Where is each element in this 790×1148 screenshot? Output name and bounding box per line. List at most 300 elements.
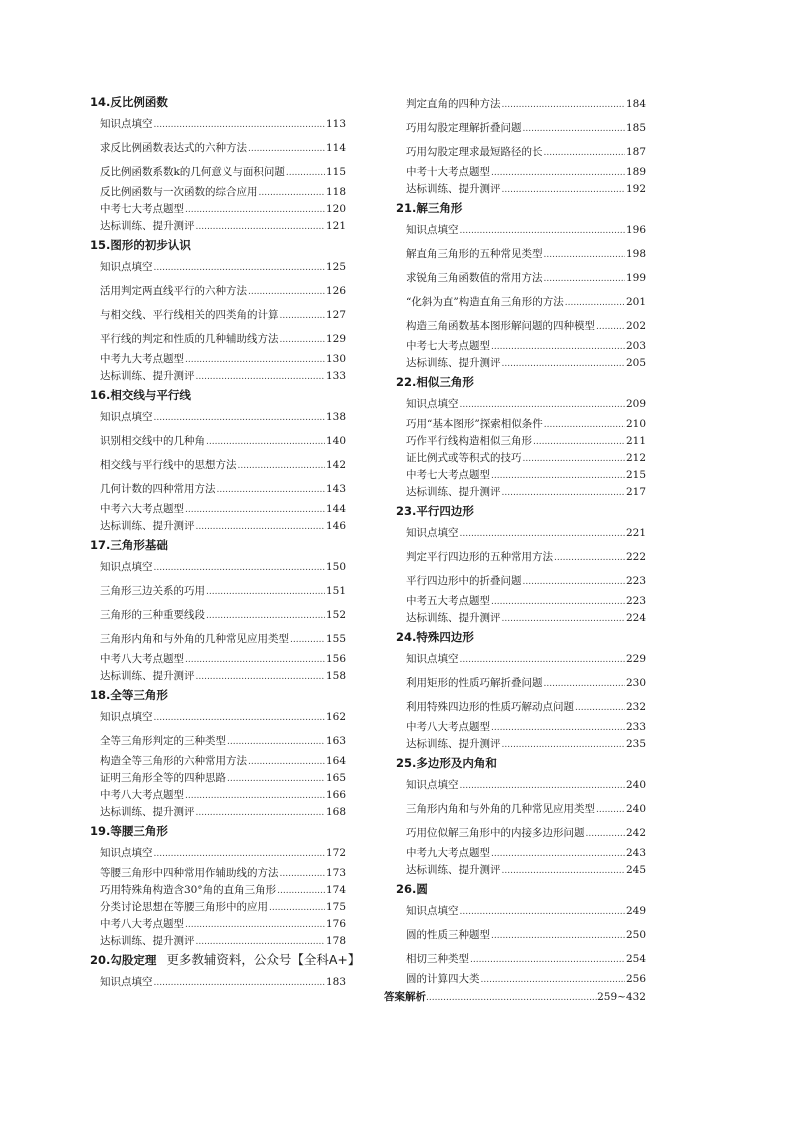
leader-dots: [554, 545, 625, 570]
leader-dots: [280, 865, 325, 883]
entry-title: 中考七大考点题型: [100, 203, 184, 215]
section-title-text: 17.三角形基础: [90, 538, 168, 552]
toc-entry[interactable]: [396, 719, 646, 736]
leader-dots: [502, 355, 625, 373]
leader-dots: [217, 477, 325, 502]
entry-title: 知识点填空: [406, 653, 459, 665]
entry-title: 知识点填空: [100, 118, 153, 130]
entry-page-number: 162: [325, 711, 346, 723]
entry-page-number: 254: [625, 953, 646, 965]
entry-page-number: 201: [625, 296, 646, 308]
leader-dots: [533, 433, 625, 451]
leader-dots: [502, 862, 625, 880]
leader-dots: [154, 405, 325, 430]
entry-page-number: 240: [625, 803, 646, 815]
leader-dots: [491, 923, 625, 948]
toc-entry[interactable]: [396, 355, 646, 372]
entry-page-number: 146: [325, 520, 346, 532]
toc-entry[interactable]: [90, 112, 346, 136]
leader-dots: [460, 773, 625, 798]
leader-dots: [586, 821, 625, 846]
toc-entry[interactable]: [90, 279, 346, 303]
leader-dots: [596, 797, 625, 822]
toc-section: [396, 372, 646, 501]
entry-title: 知识点填空: [406, 905, 459, 917]
toc-entry[interactable]: [90, 916, 346, 933]
toc-section: [396, 627, 646, 753]
entry-page-number: 184: [625, 98, 646, 110]
entry-page-number: 118: [325, 186, 346, 198]
entry-title: 中考九大考点题型: [406, 847, 490, 859]
entry-title: 构造全等三角形的六种常用方法: [100, 755, 247, 767]
entry-title: 知识点填空: [406, 224, 459, 236]
entry-page-number: 222: [625, 551, 646, 563]
entry-title: 三角形三边关系的巧用: [100, 585, 205, 597]
toc-entry[interactable]: [90, 184, 346, 201]
entry-title: 中考八大考点题型: [406, 721, 490, 733]
entry-page-number: 178: [325, 935, 346, 947]
entry-page-number: 229: [625, 653, 646, 665]
section-title-text: 26.圆: [396, 882, 428, 896]
toc-entry[interactable]: [396, 266, 646, 290]
leader-dots: [544, 242, 625, 267]
entry-page-number: 249: [625, 905, 646, 917]
toc-entry[interactable]: [90, 899, 346, 916]
toc-entry[interactable]: [396, 593, 646, 610]
toc-entry[interactable]: [90, 579, 346, 603]
leader-dots: [523, 116, 625, 141]
toc-entry[interactable]: [90, 255, 346, 279]
leader-dots: [575, 695, 625, 720]
entry-title: 平行四边形中的折叠问题: [406, 575, 522, 587]
entry-title: 中考十大考点题型: [406, 166, 490, 178]
entry-title: 巧用特殊角构造含30°角的直角三角形: [100, 884, 277, 896]
entry-page-number: 114: [325, 142, 346, 154]
leader-dots: [502, 484, 625, 502]
entry-page-number: 233: [625, 721, 646, 733]
entry-title: 分类讨论思想在等腰三角形中的应用: [100, 901, 268, 913]
toc-entry[interactable]: [90, 303, 346, 327]
toc-left-column: [90, 92, 361, 994]
entry-page-number: 125: [325, 261, 346, 273]
entry-title: 达标训练、提升测评: [100, 370, 195, 382]
leader-dots: [238, 453, 325, 478]
entry-title: 知识点填空: [100, 411, 153, 423]
toc-section: [396, 501, 646, 627]
leader-dots: [227, 770, 325, 788]
leader-dots: [196, 218, 325, 236]
leader-dots: [185, 351, 325, 369]
entry-title: 巧用勾股定理求最短路径的长: [406, 146, 543, 158]
entry-page-number: 142: [325, 459, 346, 471]
leader-dots: [523, 569, 625, 594]
entry-page-number: 187: [625, 146, 646, 158]
leader-dots: [206, 429, 325, 454]
entry-title: 知识点填空: [406, 398, 459, 410]
toc-section: [90, 821, 346, 950]
entry-page-number: 242: [625, 827, 646, 839]
leader-dots: [248, 136, 325, 161]
leader-dots: [460, 521, 625, 546]
leader-dots: [185, 501, 325, 519]
section-title-text: 16.相交线与平行线: [90, 388, 191, 402]
toc-entry[interactable]: [90, 368, 346, 385]
entry-page-number: 185: [625, 122, 646, 134]
leader-dots: [460, 392, 625, 417]
section-title: [90, 821, 346, 841]
leader-dots: [491, 719, 625, 737]
entry-title: 活用判定两直线平行的六种方法: [100, 285, 247, 297]
section-title-text: 14.反比例函数: [90, 95, 168, 109]
section-title: [396, 372, 646, 392]
toc-entry[interactable]: [90, 787, 346, 804]
toc-entry[interactable]: [90, 841, 346, 865]
toc-entry[interactable]: [396, 569, 646, 593]
toc-section: [90, 685, 346, 821]
toc-entry[interactable]: [396, 218, 646, 242]
entry-title: 达标训练、提升测评: [100, 670, 195, 682]
toc-entry[interactable]: [396, 947, 646, 971]
entry-page-number: 192: [625, 183, 646, 195]
entry-page-number: 205: [625, 357, 646, 369]
toc-entry[interactable]: [396, 290, 646, 314]
leader-dots: [196, 933, 325, 951]
entry-title: 达标训练、提升测评: [406, 612, 501, 624]
section-title-text: 21.解三角形: [396, 201, 463, 215]
entry-title: 平行线的判定和性质的几种辅助线方法: [100, 333, 279, 345]
entry-page-number: 198: [625, 248, 646, 260]
entry-title: 识别相交线中的几种角: [100, 435, 205, 447]
toc-entry[interactable]: [396, 314, 646, 338]
toc-entry[interactable]: [90, 970, 346, 994]
entry-title: 知识点填空: [100, 847, 153, 859]
leader-dots: [227, 729, 325, 754]
leader-dots: [596, 314, 625, 339]
leader-dots: [544, 416, 625, 434]
entry-title: 知识点填空: [406, 527, 459, 539]
toc-entry[interactable]: [396, 923, 646, 947]
entry-page-number: 223: [625, 595, 646, 607]
entry-title: 达标训练、提升测评: [406, 864, 501, 876]
leader-dots: [491, 338, 625, 356]
entry-title: 达标训练、提升测评: [100, 520, 195, 532]
entry-page-number: 143: [325, 483, 346, 495]
entry-title: 中考七大考点题型: [406, 469, 490, 481]
entry-title: 解直角三角形的五种常见类型: [406, 248, 543, 260]
promo-note: 更多教辅资料，公众号【全科A+】: [166, 952, 361, 967]
toc-entry[interactable]: [396, 845, 646, 862]
toc-entry[interactable]: [90, 477, 346, 501]
leader-dots: [460, 647, 625, 672]
toc-entry[interactable]: [396, 797, 646, 821]
entry-page-number: 183: [325, 976, 346, 988]
toc-entry[interactable]: [90, 136, 346, 160]
toc-entry[interactable]: [90, 865, 346, 882]
leader-dots: [185, 201, 325, 219]
toc-entry[interactable]: [90, 627, 346, 651]
toc-entry[interactable]: [396, 862, 646, 879]
toc-entry[interactable]: [90, 770, 346, 787]
entry-title: 证比例式或等积式的技巧: [406, 452, 522, 464]
entry-page-number: 235: [625, 738, 646, 750]
entry-page-number: 138: [325, 411, 346, 423]
leader-dots: [502, 92, 625, 117]
entry-title: 知识点填空: [100, 561, 153, 573]
section-title: [396, 627, 646, 647]
toc-section: [396, 198, 646, 372]
toc-entry[interactable]: [90, 518, 346, 535]
entry-title: 达标训练、提升测评: [100, 935, 195, 947]
leader-dots: [544, 671, 625, 696]
entry-title: 中考八大考点题型: [100, 789, 184, 801]
entry-page-number: 158: [325, 670, 346, 682]
entry-page-number: 133: [325, 370, 346, 382]
leader-dots: [280, 327, 325, 352]
section-title-text: 22.相似三角形: [396, 375, 474, 389]
answer-section-entry[interactable]: [384, 988, 646, 1006]
toc-entry[interactable]: [396, 338, 646, 355]
leader-dots: [185, 651, 325, 669]
entry-title: 相切三种类型: [406, 953, 469, 965]
toc-entry[interactable]: [396, 433, 646, 450]
entry-page-number: 196: [625, 224, 646, 236]
entry-title: 达标训练、提升测评: [406, 357, 501, 369]
toc-section: [90, 385, 346, 535]
section-title: [90, 235, 346, 255]
leader-dots: [248, 279, 325, 304]
entry-page-number: 202: [625, 320, 646, 332]
leader-dots: [491, 467, 625, 485]
leader-dots: [185, 787, 325, 805]
entry-page-number: 173: [325, 867, 346, 879]
toc-entry[interactable]: [396, 821, 646, 845]
toc-entry[interactable]: [396, 164, 646, 181]
entry-page-number: 130: [325, 353, 346, 365]
entry-page-number: 172: [325, 847, 346, 859]
entry-page-number: 113: [325, 118, 346, 130]
entry-title: 中考五大考点题型: [406, 595, 490, 607]
toc-entry[interactable]: [90, 753, 346, 770]
leader-dots: [196, 518, 325, 536]
leader-dots: [290, 627, 325, 652]
toc-entry[interactable]: [396, 610, 646, 627]
toc-entry[interactable]: [396, 140, 646, 164]
entry-title: 与相交线、平行线相关的四类角的计算: [100, 309, 279, 321]
entry-page-number: 189: [625, 166, 646, 178]
leader-dots: [154, 555, 325, 580]
entry-page-number: 224: [625, 612, 646, 624]
entry-page-number: 221: [625, 527, 646, 539]
entry-page-number: 217: [625, 486, 646, 498]
toc-entry[interactable]: [90, 933, 346, 950]
entry-page-number: 203: [625, 340, 646, 352]
toc-entry[interactable]: [90, 729, 346, 753]
leader-dots: [491, 593, 625, 611]
section-title: [90, 950, 361, 970]
section-title: [396, 753, 646, 773]
toc-entry[interactable]: [396, 647, 646, 671]
entry-title: 圆的性质三种题型: [406, 929, 490, 941]
entry-title: 三角形内角和与外角的几种常见应用类型: [100, 633, 289, 645]
entry-title: 达标训练、提升测评: [406, 183, 501, 195]
entry-title: “化斜为直”构造直角三角形的方法: [406, 296, 564, 308]
leader-dots: [502, 610, 625, 628]
toc-entry[interactable]: [90, 651, 346, 668]
leader-dots: [259, 184, 325, 202]
entry-page-number: 121: [325, 220, 346, 232]
toc-entry[interactable]: [90, 668, 346, 685]
toc-entry[interactable]: [396, 671, 646, 695]
entry-page-number: 156: [325, 653, 346, 665]
answer-page-range: 259~432: [597, 991, 646, 1003]
toc-entry[interactable]: [396, 971, 646, 988]
leader-dots: [460, 899, 625, 924]
leader-dots: [544, 140, 625, 165]
leader-dots: [502, 181, 625, 199]
entry-page-number: 163: [325, 735, 346, 747]
toc-entry[interactable]: [90, 882, 346, 899]
section-title-text: 19.等腰三角形: [90, 824, 168, 838]
leader-dots: [154, 705, 325, 730]
toc-section: [396, 753, 646, 879]
entry-page-number: 250: [625, 929, 646, 941]
entry-page-number: 164: [325, 755, 346, 767]
entry-title: 中考九大考点题型: [100, 353, 184, 365]
section-title-text: 23.平行四边形: [396, 504, 474, 518]
toc-entry[interactable]: [90, 201, 346, 218]
toc-section: [90, 535, 346, 685]
entry-title: 达标训练、提升测评: [100, 220, 195, 232]
leader-dots: [248, 753, 325, 771]
entry-page-number: 127: [325, 309, 346, 321]
toc-entry[interactable]: [90, 351, 346, 368]
section-title: [396, 879, 646, 899]
entry-title: 达标训练、提升测评: [406, 486, 501, 498]
section-title: [396, 198, 646, 218]
leader-dots: [544, 266, 625, 291]
toc-entry[interactable]: [396, 181, 646, 198]
entry-page-number: 223: [625, 575, 646, 587]
entry-page-number: 230: [625, 677, 646, 689]
entry-page-number: 165: [325, 772, 346, 784]
toc-entry[interactable]: [396, 521, 646, 545]
toc-entry[interactable]: [90, 405, 346, 429]
toc-section: [396, 879, 646, 988]
entry-title: 求反比例函数表达式的六种方法: [100, 142, 247, 154]
toc-entry[interactable]: [90, 603, 346, 627]
toc-entry[interactable]: [90, 429, 346, 453]
entry-title: 达标训练、提升测评: [100, 806, 195, 818]
entry-page-number: 115: [325, 166, 346, 178]
toc-entry[interactable]: [396, 450, 646, 467]
section-title: [90, 385, 346, 405]
leader-dots: [154, 970, 325, 995]
toc-entry[interactable]: [90, 555, 346, 579]
entry-page-number: 151: [325, 585, 346, 597]
entry-title: 证明三角形全等的四种思路: [100, 772, 226, 784]
leader-dots: [565, 290, 625, 315]
entry-title: 知识点填空: [100, 976, 153, 988]
entry-page-number: 150: [325, 561, 346, 573]
entry-title: 几何计数的四种常用方法: [100, 483, 216, 495]
entry-title: 利用矩形的性质巧解折叠问题: [406, 677, 543, 689]
entry-title: 利用特殊四边形的性质巧解动点问题: [406, 701, 574, 713]
entry-page-number: 174: [325, 884, 346, 896]
toc-entry[interactable]: [90, 804, 346, 821]
leader-dots: [491, 164, 625, 182]
entry-title: 全等三角形判定的三种类型: [100, 735, 226, 747]
entry-title: 构造三角函数基本图形解问题的四种模型: [406, 320, 595, 332]
entry-title: 反比例函数与一次函数的综合应用: [100, 186, 258, 198]
toc-entry[interactable]: [90, 453, 346, 477]
toc-entry[interactable]: [90, 327, 346, 351]
toc-section: [396, 92, 646, 198]
entry-title: 知识点填空: [100, 261, 153, 273]
entry-title: 中考七大考点题型: [406, 340, 490, 352]
toc-entry[interactable]: [396, 484, 646, 501]
leader-dots: [206, 579, 325, 604]
leader-dots: [196, 668, 325, 686]
entry-title: 达标训练、提升测评: [406, 738, 501, 750]
toc-section: [90, 950, 361, 994]
toc-entry[interactable]: [396, 773, 646, 797]
toc-section: [90, 235, 346, 385]
toc-entry[interactable]: [396, 416, 646, 433]
leader-dots: [154, 255, 325, 280]
toc-entry[interactable]: [396, 392, 646, 416]
entry-page-number: 215: [625, 469, 646, 481]
entry-page-number: 256: [625, 973, 646, 985]
leader-dots: [426, 988, 597, 1007]
entry-title: 巧用勾股定理解折叠问题: [406, 122, 522, 134]
toc-entry[interactable]: [396, 242, 646, 266]
toc-entry[interactable]: [90, 160, 346, 184]
toc-entry[interactable]: [90, 705, 346, 729]
entry-title: 中考八大考点题型: [100, 918, 184, 930]
toc-entry[interactable]: [396, 695, 646, 719]
entry-title: 三角形内角和与外角的几种常见应用类型: [406, 803, 595, 815]
entry-title: 巧作平行线构造相似三角形: [406, 435, 532, 447]
toc-entry[interactable]: [90, 501, 346, 518]
entry-title: 中考六大考点题型: [100, 503, 184, 515]
leader-dots: [460, 218, 625, 243]
section-title: [90, 685, 346, 705]
toc-right-column: [384, 92, 646, 1006]
toc-entry[interactable]: [396, 92, 646, 116]
entry-page-number: 199: [625, 272, 646, 284]
toc-entry[interactable]: [90, 218, 346, 235]
toc-entry[interactable]: [396, 899, 646, 923]
toc-entry[interactable]: [396, 545, 646, 569]
entry-title: 圆的计算四大类: [406, 973, 480, 985]
entry-page-number: 176: [325, 918, 346, 930]
entry-title: 三角形的三种重要线段: [100, 609, 205, 621]
leader-dots: [523, 450, 625, 468]
entry-page-number: 126: [325, 285, 346, 297]
section-title-text: 25.多边形及内角和: [396, 756, 497, 770]
entry-title: 求锐角三角函数值的常用方法: [406, 272, 543, 284]
entry-title: 反比例函数系数k的几何意义与面积问题: [100, 166, 285, 178]
entry-page-number: 166: [325, 789, 346, 801]
leader-dots: [286, 160, 325, 185]
entry-page-number: 243: [625, 847, 646, 859]
toc-entry[interactable]: [396, 116, 646, 140]
entry-page-number: 168: [325, 806, 346, 818]
entry-page-number: 240: [625, 779, 646, 791]
section-title-text: 20.勾股定理: [90, 953, 157, 967]
toc-entry[interactable]: [396, 467, 646, 484]
toc-entry[interactable]: [396, 736, 646, 753]
